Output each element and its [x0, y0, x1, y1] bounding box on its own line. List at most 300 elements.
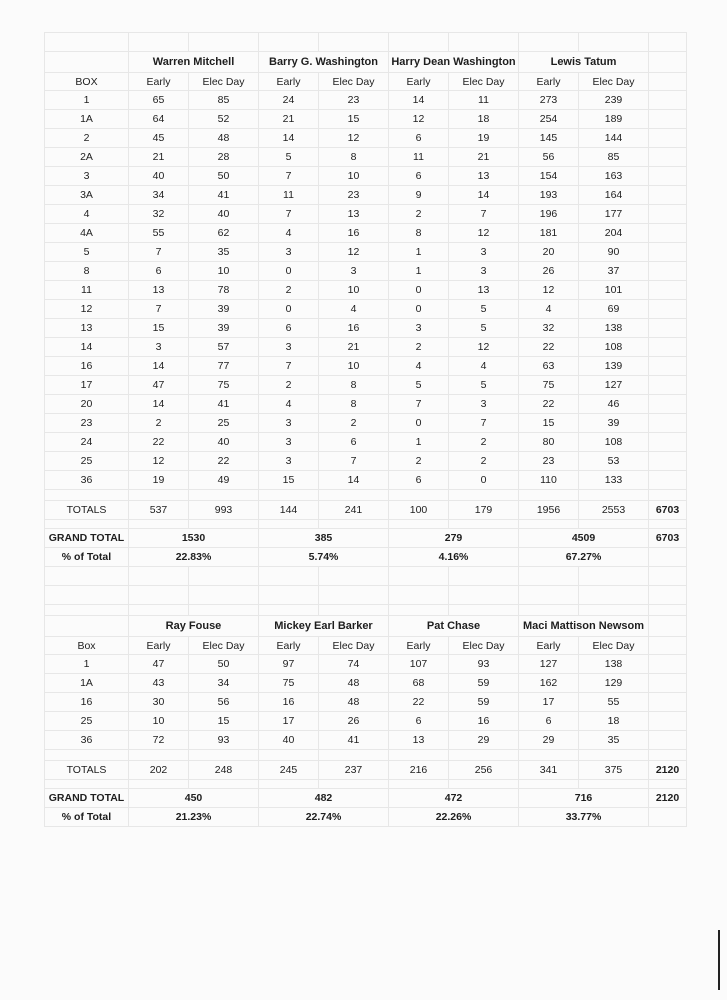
- vote-count: 8: [319, 376, 389, 395]
- vote-count: 110: [519, 471, 579, 490]
- vote-count: 22: [189, 452, 259, 471]
- vote-count: 7: [259, 205, 319, 224]
- percent-value: 22.26%: [389, 808, 519, 827]
- vote-count: 74: [319, 655, 389, 674]
- box-number: 25: [45, 712, 129, 731]
- vote-count: 29: [519, 731, 579, 750]
- vote-count: 108: [579, 433, 649, 452]
- vote-count: 2: [259, 376, 319, 395]
- empty-cell: [45, 605, 129, 616]
- empty-cell: [649, 148, 687, 167]
- empty-cell: [389, 33, 449, 52]
- vote-count: 41: [189, 186, 259, 205]
- table-row: [45, 129, 687, 148]
- vote-count: 17: [519, 693, 579, 712]
- election-results-sheet: [44, 32, 686, 827]
- empty-cell: [579, 33, 649, 52]
- table-row: [45, 674, 687, 693]
- vote-count: 7: [259, 167, 319, 186]
- empty-cell: [189, 520, 259, 529]
- empty-cell: [649, 91, 687, 110]
- empty-cell: [129, 520, 189, 529]
- vote-count: 12: [389, 110, 449, 129]
- vote-count: 93: [449, 655, 519, 674]
- vote-count: 39: [189, 300, 259, 319]
- empty-cell: [649, 110, 687, 129]
- empty-cell: [189, 586, 259, 605]
- grand-total-label: GRAND TOTAL: [45, 529, 129, 548]
- candidate-name: Lewis Tatum: [519, 52, 649, 73]
- vote-count: 3: [449, 262, 519, 281]
- empty-cell: [319, 605, 389, 616]
- total-count: 245: [259, 761, 319, 780]
- vote-count: 3: [389, 319, 449, 338]
- empty-cell: [389, 750, 449, 761]
- table-row: [45, 300, 687, 319]
- vote-count: 29: [449, 731, 519, 750]
- vote-count: 239: [579, 91, 649, 110]
- table-row: [45, 148, 687, 167]
- early-header: Early: [259, 73, 319, 91]
- vote-count: 26: [519, 262, 579, 281]
- empty-cell: [45, 616, 129, 637]
- empty-cell: [259, 605, 319, 616]
- empty-cell: [519, 520, 579, 529]
- vote-count: 181: [519, 224, 579, 243]
- total-count: 144: [259, 501, 319, 520]
- vote-count: 5: [259, 148, 319, 167]
- empty-cell: [129, 33, 189, 52]
- table-row: [45, 338, 687, 357]
- percent-value: 21.23%: [129, 808, 259, 827]
- early-header: Early: [389, 73, 449, 91]
- vote-count: 101: [579, 281, 649, 300]
- empty-cell: [45, 52, 129, 73]
- vote-count: 43: [129, 674, 189, 693]
- vote-count: 13: [389, 731, 449, 750]
- vote-count: 32: [129, 205, 189, 224]
- vote-count: 39: [189, 319, 259, 338]
- vote-count: 4: [519, 300, 579, 319]
- vote-count: 3: [449, 395, 519, 414]
- vote-count: 59: [449, 674, 519, 693]
- vote-count: 41: [319, 731, 389, 750]
- vote-count: 2: [449, 452, 519, 471]
- vote-count: 6: [389, 712, 449, 731]
- candidate-name: Harry Dean Washington: [389, 52, 519, 73]
- grand-total-row: [45, 529, 687, 548]
- vote-count: 3: [259, 414, 319, 433]
- vote-count: 47: [129, 655, 189, 674]
- empty-cell: [649, 712, 687, 731]
- empty-cell: [649, 433, 687, 452]
- vote-count: 34: [189, 674, 259, 693]
- box-number: 20: [45, 395, 129, 414]
- vote-count: 7: [449, 414, 519, 433]
- box-number: 2A: [45, 148, 129, 167]
- vote-count: 13: [129, 281, 189, 300]
- empty-cell: [649, 750, 687, 761]
- spacer-row: [45, 750, 687, 761]
- vote-count: 22: [519, 338, 579, 357]
- vote-count: 62: [189, 224, 259, 243]
- empty-cell: [259, 33, 319, 52]
- vote-count: 3: [129, 338, 189, 357]
- grand-total-value: 472: [389, 789, 519, 808]
- empty-cell: [519, 780, 579, 789]
- vote-count: 55: [129, 224, 189, 243]
- percent-row: [45, 548, 687, 567]
- table-row: [45, 205, 687, 224]
- vote-count: 164: [579, 186, 649, 205]
- vote-count: 16: [449, 712, 519, 731]
- empty-cell: [649, 243, 687, 262]
- candidate-name: Pat Chase: [389, 616, 519, 637]
- candidate-name: Barry G. Washington: [259, 52, 389, 73]
- vote-count: 90: [579, 243, 649, 262]
- vote-count: 3: [259, 452, 319, 471]
- grand-total-value: 1530: [129, 529, 259, 548]
- box-header: Box: [45, 637, 129, 655]
- vote-count: 26: [319, 712, 389, 731]
- grand-total-overall: 6703: [649, 529, 687, 548]
- vote-count: 5: [449, 319, 519, 338]
- vote-count: 11: [259, 186, 319, 205]
- empty-cell: [129, 586, 189, 605]
- empty-cell: [389, 780, 449, 789]
- vote-count: 189: [579, 110, 649, 129]
- vote-count: 12: [449, 338, 519, 357]
- grand-total-label: GRAND TOTAL: [45, 789, 129, 808]
- vote-count: 8: [319, 148, 389, 167]
- vote-count: 25: [189, 414, 259, 433]
- empty-cell: [389, 520, 449, 529]
- empty-cell: [519, 750, 579, 761]
- total-count: 241: [319, 501, 389, 520]
- box-number: 3A: [45, 186, 129, 205]
- vote-count: 4: [259, 395, 319, 414]
- empty-cell: [45, 490, 129, 501]
- empty-cell: [579, 567, 649, 586]
- vote-count: 5: [389, 376, 449, 395]
- vote-count: 2: [389, 338, 449, 357]
- empty-cell: [449, 520, 519, 529]
- empty-cell: [319, 780, 389, 789]
- empty-cell: [189, 33, 259, 52]
- column-header-row: [45, 637, 687, 655]
- box-number: 3: [45, 167, 129, 186]
- vote-count: 6: [389, 471, 449, 490]
- empty-cell: [519, 33, 579, 52]
- empty-cell: [649, 376, 687, 395]
- total-count: 237: [319, 761, 389, 780]
- empty-cell: [649, 186, 687, 205]
- early-header: Early: [129, 73, 189, 91]
- vote-count: 20: [519, 243, 579, 262]
- empty-cell: [259, 780, 319, 789]
- box-number: 1A: [45, 674, 129, 693]
- vote-count: 163: [579, 167, 649, 186]
- vote-count: 93: [189, 731, 259, 750]
- table-row: [45, 262, 687, 281]
- empty-cell: [649, 548, 687, 567]
- empty-cell: [649, 616, 687, 637]
- vote-count: 17: [259, 712, 319, 731]
- vote-count: 254: [519, 110, 579, 129]
- vote-count: 3: [259, 433, 319, 452]
- elec-day-header: Elec Day: [579, 637, 649, 655]
- total-count: 100: [389, 501, 449, 520]
- vote-count: 193: [519, 186, 579, 205]
- vote-count: 8: [389, 224, 449, 243]
- vote-count: 273: [519, 91, 579, 110]
- vote-count: 12: [129, 452, 189, 471]
- vote-count: 3: [259, 243, 319, 262]
- empty-cell: [189, 750, 259, 761]
- empty-cell: [189, 490, 259, 501]
- table-row: [45, 167, 687, 186]
- vote-count: 57: [189, 338, 259, 357]
- table-row: [45, 731, 687, 750]
- vote-count: 18: [579, 712, 649, 731]
- table-row: [45, 91, 687, 110]
- vote-count: 22: [519, 395, 579, 414]
- vote-count: 75: [259, 674, 319, 693]
- vote-count: 24: [259, 91, 319, 110]
- empty-cell: [259, 586, 319, 605]
- vote-count: 21: [259, 110, 319, 129]
- empty-cell: [649, 300, 687, 319]
- empty-cell: [319, 520, 389, 529]
- vote-count: 68: [389, 674, 449, 693]
- vote-count: 10: [319, 281, 389, 300]
- vote-count: 53: [579, 452, 649, 471]
- empty-cell: [649, 780, 687, 789]
- spacer-row: [45, 33, 687, 52]
- table-row: [45, 712, 687, 731]
- empty-cell: [45, 33, 129, 52]
- box-number: 13: [45, 319, 129, 338]
- table-row: [45, 110, 687, 129]
- early-header: Early: [519, 73, 579, 91]
- spacer-row: [45, 586, 687, 605]
- vote-count: 2: [389, 452, 449, 471]
- vote-count: 52: [189, 110, 259, 129]
- box-number: 5: [45, 243, 129, 262]
- empty-cell: [389, 567, 449, 586]
- empty-cell: [649, 205, 687, 224]
- vote-count: 133: [579, 471, 649, 490]
- empty-cell: [45, 567, 129, 586]
- vote-count: 21: [319, 338, 389, 357]
- empty-cell: [45, 586, 129, 605]
- empty-cell: [129, 605, 189, 616]
- vote-count: 12: [319, 243, 389, 262]
- box-number: 2: [45, 129, 129, 148]
- vote-count: 85: [579, 148, 649, 167]
- vote-count: 196: [519, 205, 579, 224]
- spacer-row: [45, 780, 687, 789]
- total-count: 202: [129, 761, 189, 780]
- vote-count: 6: [389, 167, 449, 186]
- vote-count: 46: [579, 395, 649, 414]
- vote-count: 15: [519, 414, 579, 433]
- empty-cell: [449, 780, 519, 789]
- total-count: 341: [519, 761, 579, 780]
- scan-edge-line: [718, 930, 720, 990]
- vote-count: 11: [389, 148, 449, 167]
- vote-count: 14: [259, 129, 319, 148]
- box-number: 12: [45, 300, 129, 319]
- vote-count: 23: [319, 91, 389, 110]
- table-row: [45, 471, 687, 490]
- empty-cell: [579, 605, 649, 616]
- table-row: [45, 319, 687, 338]
- vote-count: 4: [319, 300, 389, 319]
- vote-count: 145: [519, 129, 579, 148]
- early-header: Early: [129, 637, 189, 655]
- vote-count: 9: [389, 186, 449, 205]
- box-header: BOX: [45, 73, 129, 91]
- empty-cell: [649, 808, 687, 827]
- empty-cell: [649, 567, 687, 586]
- elec-day-header: Elec Day: [189, 637, 259, 655]
- empty-cell: [579, 520, 649, 529]
- table-row: [45, 224, 687, 243]
- table-row: [45, 186, 687, 205]
- vote-count: 40: [189, 433, 259, 452]
- candidate-name: Ray Fouse: [129, 616, 259, 637]
- empty-cell: [129, 750, 189, 761]
- empty-cell: [649, 693, 687, 712]
- vote-count: 69: [579, 300, 649, 319]
- empty-cell: [45, 750, 129, 761]
- vote-count: 19: [449, 129, 519, 148]
- totals-row: [45, 761, 687, 780]
- empty-cell: [649, 357, 687, 376]
- empty-cell: [319, 33, 389, 52]
- empty-cell: [129, 780, 189, 789]
- total-count: 179: [449, 501, 519, 520]
- box-number: 36: [45, 471, 129, 490]
- box-number: 25: [45, 452, 129, 471]
- vote-count: 4: [259, 224, 319, 243]
- vote-count: 129: [579, 674, 649, 693]
- vote-count: 154: [519, 167, 579, 186]
- grand-total-value: 450: [129, 789, 259, 808]
- vote-count: 204: [579, 224, 649, 243]
- empty-cell: [649, 490, 687, 501]
- empty-cell: [649, 471, 687, 490]
- total-count: 248: [189, 761, 259, 780]
- vote-count: 22: [129, 433, 189, 452]
- vote-count: 32: [519, 319, 579, 338]
- empty-cell: [389, 586, 449, 605]
- vote-count: 15: [259, 471, 319, 490]
- box-number: 1A: [45, 110, 129, 129]
- vote-count: 2: [389, 205, 449, 224]
- vote-count: 13: [449, 281, 519, 300]
- vote-count: 15: [319, 110, 389, 129]
- total-count: 2553: [579, 501, 649, 520]
- candidate-name: Warren Mitchell: [129, 52, 259, 73]
- table-row: [45, 655, 687, 674]
- vote-count: 2: [319, 414, 389, 433]
- early-header: Early: [259, 637, 319, 655]
- vote-count: 4: [449, 357, 519, 376]
- empty-cell: [189, 780, 259, 789]
- vote-count: 14: [319, 471, 389, 490]
- early-header: Early: [389, 637, 449, 655]
- total-count: 256: [449, 761, 519, 780]
- vote-count: 10: [319, 357, 389, 376]
- empty-cell: [649, 731, 687, 750]
- vote-count: 77: [189, 357, 259, 376]
- vote-count: 127: [519, 655, 579, 674]
- vote-count: 10: [189, 262, 259, 281]
- box-number: 16: [45, 693, 129, 712]
- vote-count: 55: [579, 693, 649, 712]
- empty-cell: [519, 586, 579, 605]
- vote-count: 0: [259, 300, 319, 319]
- vote-count: 12: [449, 224, 519, 243]
- empty-cell: [649, 167, 687, 186]
- total-count: 993: [189, 501, 259, 520]
- overall-total: 6703: [649, 501, 687, 520]
- vote-count: 1: [389, 243, 449, 262]
- vote-count: 21: [449, 148, 519, 167]
- percent-value: 4.16%: [389, 548, 519, 567]
- empty-cell: [319, 490, 389, 501]
- vote-count: 72: [129, 731, 189, 750]
- empty-cell: [649, 33, 687, 52]
- vote-count: 10: [319, 167, 389, 186]
- table-row: [45, 414, 687, 433]
- vote-count: 16: [319, 224, 389, 243]
- vote-count: 78: [189, 281, 259, 300]
- empty-cell: [449, 490, 519, 501]
- vote-count: 5: [449, 376, 519, 395]
- vote-count: 49: [189, 471, 259, 490]
- vote-count: 3: [449, 243, 519, 262]
- vote-count: 14: [129, 357, 189, 376]
- empty-cell: [649, 414, 687, 433]
- results-table: [44, 32, 687, 827]
- percent-row: [45, 808, 687, 827]
- total-count: 375: [579, 761, 649, 780]
- vote-count: 23: [319, 186, 389, 205]
- vote-count: 85: [189, 91, 259, 110]
- vote-count: 2: [259, 281, 319, 300]
- vote-count: 12: [519, 281, 579, 300]
- vote-count: 56: [519, 148, 579, 167]
- grand-total-value: 4509: [519, 529, 649, 548]
- vote-count: 16: [319, 319, 389, 338]
- empty-cell: [389, 490, 449, 501]
- empty-cell: [519, 605, 579, 616]
- percent-label: % of Total: [45, 548, 129, 567]
- vote-count: 7: [319, 452, 389, 471]
- vote-count: 14: [129, 395, 189, 414]
- vote-count: 35: [189, 243, 259, 262]
- vote-count: 45: [129, 129, 189, 148]
- vote-count: 15: [129, 319, 189, 338]
- vote-count: 138: [579, 655, 649, 674]
- early-header: Early: [519, 637, 579, 655]
- total-count: 1956: [519, 501, 579, 520]
- vote-count: 50: [189, 655, 259, 674]
- percent-value: 22.83%: [129, 548, 259, 567]
